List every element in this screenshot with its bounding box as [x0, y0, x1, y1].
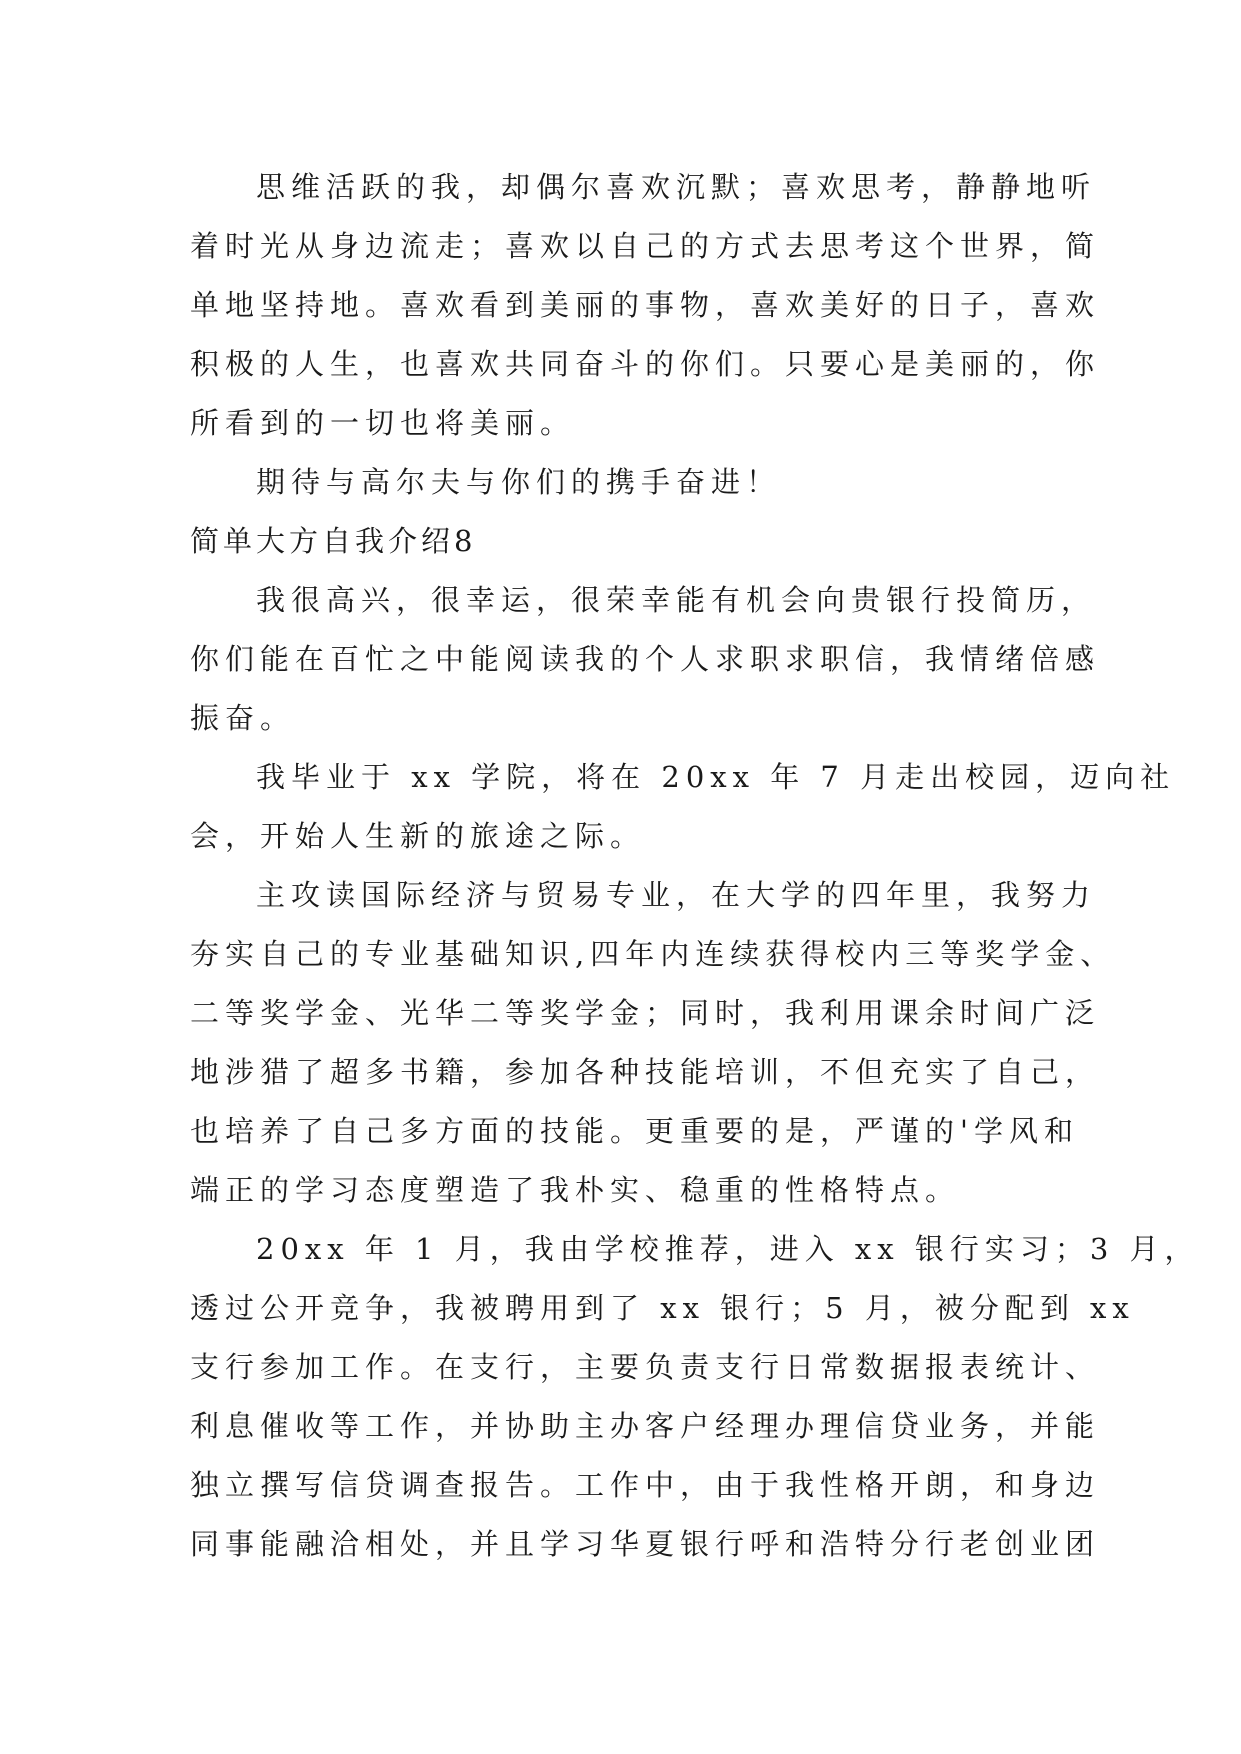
- text-line: 独立撰写信贷调查报告。工作中，由于我性格开朗，和身边: [190, 1468, 1101, 1502]
- text-line: 会，开始人生新的旅途之际。: [190, 819, 646, 853]
- text-line: 思维活跃的我，却偶尔喜欢沉默；喜欢思考，静静地听: [256, 170, 1097, 204]
- text-line: 支行参加工作。在支行，主要负责支行日常数据报表统计、: [190, 1350, 1101, 1384]
- text-line: 所看到的一切也将美丽。: [190, 406, 576, 440]
- text-line: 二等奖学金、光华二等奖学金；同时，我利用课余时间广泛: [190, 996, 1101, 1030]
- text-line: 着时光从身边流走；喜欢以自己的方式去思考这个世界，简: [190, 229, 1101, 263]
- text-line: 利息催收等工作，并协助主办客户经理办理信贷业务，并能: [190, 1409, 1101, 1443]
- paragraph: [190, 453, 1070, 512]
- text-line: 期待与高尔夫与你们的携手奋进！: [256, 465, 782, 499]
- text-line: 我毕业于 xx 学院，将在 20xx 年 7 月走出校园，迈向社: [256, 760, 1176, 794]
- text-line: 我很高兴，很幸运，很荣幸能有机会向贵银行投简历，: [256, 583, 1097, 617]
- document-body: [190, 158, 1200, 1574]
- text-line: 单地坚持地。喜欢看到美丽的事物，喜欢美好的日子，喜欢: [190, 288, 1101, 322]
- text-line: 透过公开竞争，我被聘用到了 xx 银行；5 月，被分配到 xx: [190, 1291, 1135, 1325]
- text-line: 振奋。: [190, 701, 296, 735]
- text-line: 同事能融洽相处，并且学习华夏银行呼和浩特分行老创业团: [190, 1527, 1101, 1561]
- text-line: 积极的人生，也喜欢共同奋斗的你们。只要心是美丽的，你: [190, 347, 1101, 381]
- paragraph: [190, 571, 1101, 748]
- heading-text: 简单大方自我介绍8: [190, 524, 477, 558]
- paragraph: [190, 748, 1176, 866]
- text-line: 端正的学习态度塑造了我朴实、稳重的性格特点。: [190, 1173, 961, 1207]
- paragraph: [190, 1220, 1200, 1574]
- paragraph: [190, 158, 1101, 453]
- text-line: 夯实自己的专业基础知识,四年内连续获得校内三等奖学金、: [190, 937, 1116, 971]
- text-line: 地涉猎了超多书籍，参加各种技能培训，不但充实了自己，: [190, 1055, 1101, 1089]
- paragraph: [190, 866, 1116, 1220]
- section-heading: [190, 512, 1070, 571]
- text-line: 你们能在百忙之中能阅读我的个人求职求职信，我情绪倍感: [190, 642, 1101, 676]
- text-line: 主攻读国际经济与贸易专业，在大学的四年里，我努力: [256, 878, 1097, 912]
- text-line: 也培养了自己多方面的技能。更重要的是，严谨的'学风和: [190, 1114, 1079, 1148]
- text-line: 20xx 年 1 月，我由学校推荐，进入 xx 银行实习；3 月，: [256, 1232, 1200, 1266]
